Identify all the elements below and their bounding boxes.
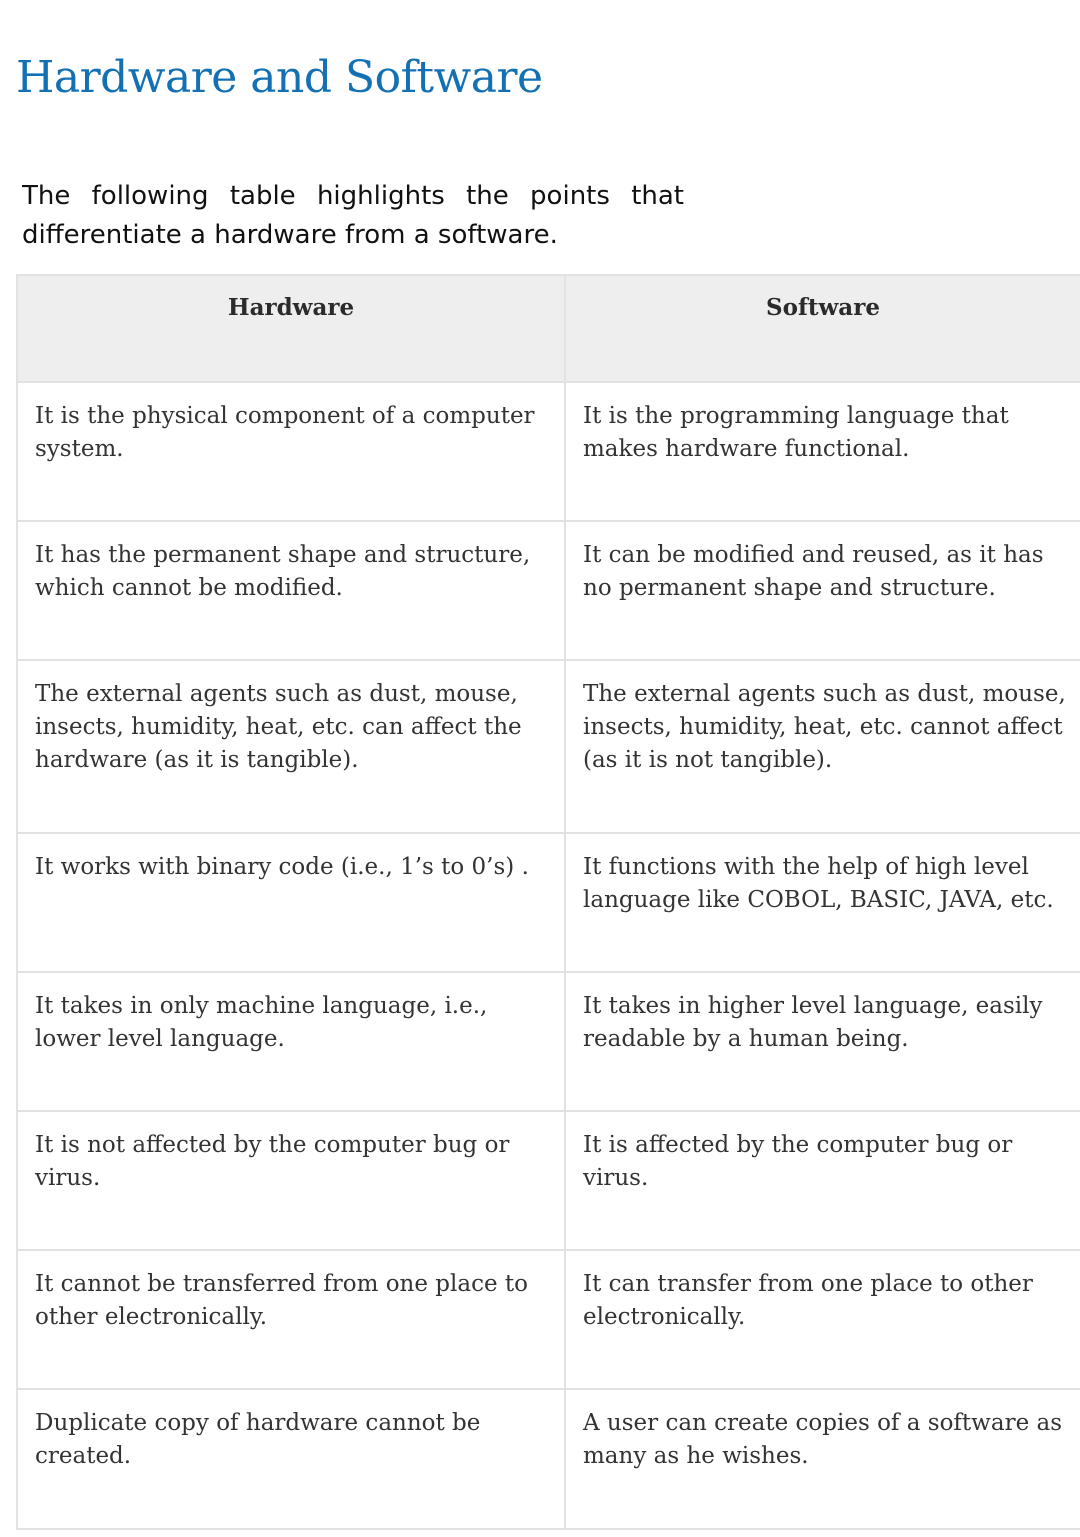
table-row (17, 972, 1080, 1111)
table-row (17, 1111, 1080, 1250)
intro-paragraph: The following table highlights the points that differentiate a hardware from a software. (22, 181, 684, 250)
table-header-row (17, 275, 1080, 382)
software-cell: It is affected by the computer bug or virus. (565, 1111, 1080, 1250)
software-cell: It can be modified and reused, as it has no permanent shape and structure. (565, 521, 1080, 660)
table-row (17, 660, 1080, 833)
table-row (17, 1389, 1080, 1529)
software-cell: It functions with the help of high level language like COBOL, BASIC, JAVA, etc. (565, 833, 1080, 972)
hardware-cell: It takes in only machine language, i.e., lower level language. (17, 972, 565, 1111)
software-cell: It is the programming language that makes hardware functional. (565, 382, 1080, 521)
hardware-cell: It works with binary code (i.e., 1’s to 0’s) . (17, 833, 565, 972)
table-row (17, 1250, 1080, 1389)
hardware-cell: The external agents such as dust, mouse, insects, humidity, heat, etc. can affect the hardware (as it is tangible). (17, 660, 565, 833)
header-hardware: Hardware (17, 275, 565, 382)
software-cell: A user can create copies of a software as many as he wishes. (565, 1389, 1080, 1529)
software-cell: It can transfer from one place to other electronically. (565, 1250, 1080, 1389)
hardware-cell: It cannot be transferred from one place to other electronically. (17, 1250, 565, 1389)
page-title: Hardware and Software (16, 52, 543, 103)
table-row (17, 382, 1080, 521)
hardware-cell: Duplicate copy of hardware cannot be created. (17, 1389, 565, 1529)
software-cell: The external agents such as dust, mouse, insects, humidity, heat, etc. cannot affect (as it is not tangible). (565, 660, 1080, 833)
header-software: Software (565, 275, 1080, 382)
table-row (17, 833, 1080, 972)
software-cell: It takes in higher level language, easily readable by a human being. (565, 972, 1080, 1111)
comparison-table (16, 274, 1080, 1530)
hardware-cell: It is the physical component of a computer system. (17, 382, 565, 521)
hardware-cell: It is not affected by the computer bug or virus. (17, 1111, 565, 1250)
hardware-cell: It has the permanent shape and structure, which cannot be modified. (17, 521, 565, 660)
table-row (17, 521, 1080, 660)
